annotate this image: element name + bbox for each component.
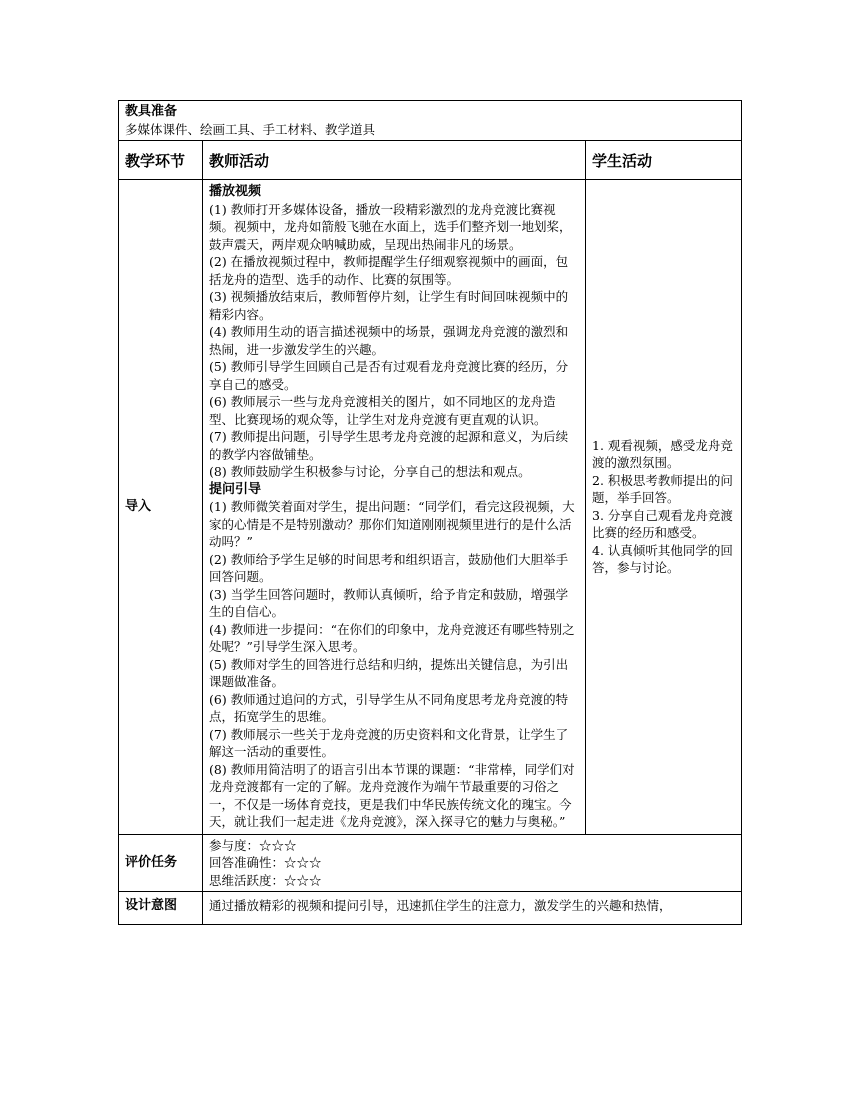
activity-item: (8) 教师鼓励学生积极参与讨论，分享自己的想法和观点。 [209, 464, 531, 479]
design-cell [203, 892, 742, 925]
activity-item: (2) 在播放视频过程中，教师提醒学生仔细观察视频中的画面，包括龙舟的造型、选手的动作、比赛的氛围等。 [209, 254, 569, 287]
prep-content: 多媒体课件、绘画工具、手工材料、教学道具 [125, 121, 376, 137]
activity-item: (1) 教师微笑着面对学生，提出问题：“同学们，看完这段视频，大家的心情是不是特别激动？那你们知道刚刚视频里进行的是什么活动吗？” [209, 499, 575, 549]
student-item: 2. 积极思考教师提出的问题，举手回答。 [592, 472, 733, 506]
activity-item: (4) 教师用生动的语言描述视频中的场景，强调龙舟竞渡的激烈和热闹，进一步激发学生的兴趣。 [209, 324, 569, 357]
evaluation-row [119, 834, 742, 892]
design-stage: 设计意图 [119, 892, 203, 925]
activity-item: (2) 教师给予学生足够的时间思考和组织语言，鼓励他们大胆举手回答问题。 [209, 551, 569, 584]
prep-row [119, 101, 742, 141]
evaluation-item: 回答准确性：☆☆☆ [209, 855, 322, 870]
intro-row [119, 180, 742, 835]
evaluation-cell [203, 834, 742, 892]
design-row [119, 892, 742, 925]
teacher-activity-cell [203, 180, 586, 835]
activity-item: (7) 教师展示一些关于龙舟竞渡的历史资料和文化背景，让学生了解这一活动的重要性。 [209, 726, 569, 759]
activity-item: (6) 教师通过追问的方式，引导学生从不同角度思考龙舟竞渡的特点，拓宽学生的思维。 [209, 691, 569, 724]
design-content: 通过播放精彩的视频和提问引导，迅速抓住学生的注意力，激发学生的兴趣和热情， [209, 898, 672, 913]
activity-item: (4) 教师进一步提问：“在你们的印象中，龙舟竞渡还有哪些特别之处呢？”引导学生深入思考。 [209, 621, 575, 654]
section-title: 提问引导 [209, 481, 262, 497]
activity-item: (1) 教师打开多媒体设备，播放一段精彩激烈的龙舟竞渡比赛视频。视频中，龙舟如箭般飞驰在水面上，选手们整齐划一地划桨，鼓声震天，两岸观众呐喊助威，呈现出热闹非凡的场景。 [209, 201, 572, 252]
student-item: 1. 观看视频，感受龙舟竞渡的激烈氛围。 [592, 437, 733, 471]
prep-title: 教具准备 [125, 104, 178, 119]
student-item: 3. 分享自己观看龙舟竞渡比赛的经历和感受。 [592, 507, 733, 541]
header-teacher: 教师活动 [203, 141, 586, 180]
activity-item: (7) 教师提出问题，引导学生思考龙舟竞渡的起源和意义，为后续的教学内容做铺垫。 [209, 429, 569, 462]
student-item: 4. 认真倾听其他同学的回答，参与讨论。 [592, 542, 733, 576]
activity-item: (3) 视频播放结束后，教师暂停片刻，让学生有时间回味视频中的精彩内容。 [209, 289, 569, 322]
section-title: 播放视频 [209, 184, 262, 199]
evaluation-item: 参与度：☆☆☆ [209, 837, 297, 853]
activity-item: (3) 当学生回答问题时，教师认真倾听，给予肯定和鼓励，增强学生的自信心。 [209, 586, 569, 619]
evaluation-item: 思维活跃度：☆☆☆ [209, 872, 322, 888]
intro-stage: 导入 [119, 180, 203, 835]
header-stage: 教学环节 [119, 141, 203, 180]
activity-item: (5) 教师对学生的回答进行总结和归纳，提炼出关键信息，为引出课题做准备。 [209, 656, 569, 689]
header-row [119, 141, 742, 180]
activity-item: (5) 教师引导学生回顾自己是否有过观看龙舟竞渡比赛的经历，分享自己的感受。 [209, 359, 569, 392]
evaluation-stage: 评价任务 [119, 834, 203, 892]
student-activity-cell [586, 180, 742, 835]
activity-item: (8) 教师用简洁明了的语言引出本节课的课题：“非常棒，同学们对龙舟竞渡都有一定的了解。龙舟竞渡作为端午节最重要的习俗之一，不仅是一场体育竞技，更是我们中华民族传统文化的瑰宝。今天，就让我们一起走进《龙舟竞渡》，深入探寻它的魅力与奥秘。” [209, 761, 575, 829]
activity-item: (6) 教师展示一些与龙舟竞渡相关的图片，如不同地区的龙舟造型、比赛现场的观众等，让学生对龙舟竞渡有更直观的认识。 [209, 394, 556, 427]
lesson-plan-table [118, 100, 742, 925]
header-student: 学生活动 [586, 141, 742, 180]
